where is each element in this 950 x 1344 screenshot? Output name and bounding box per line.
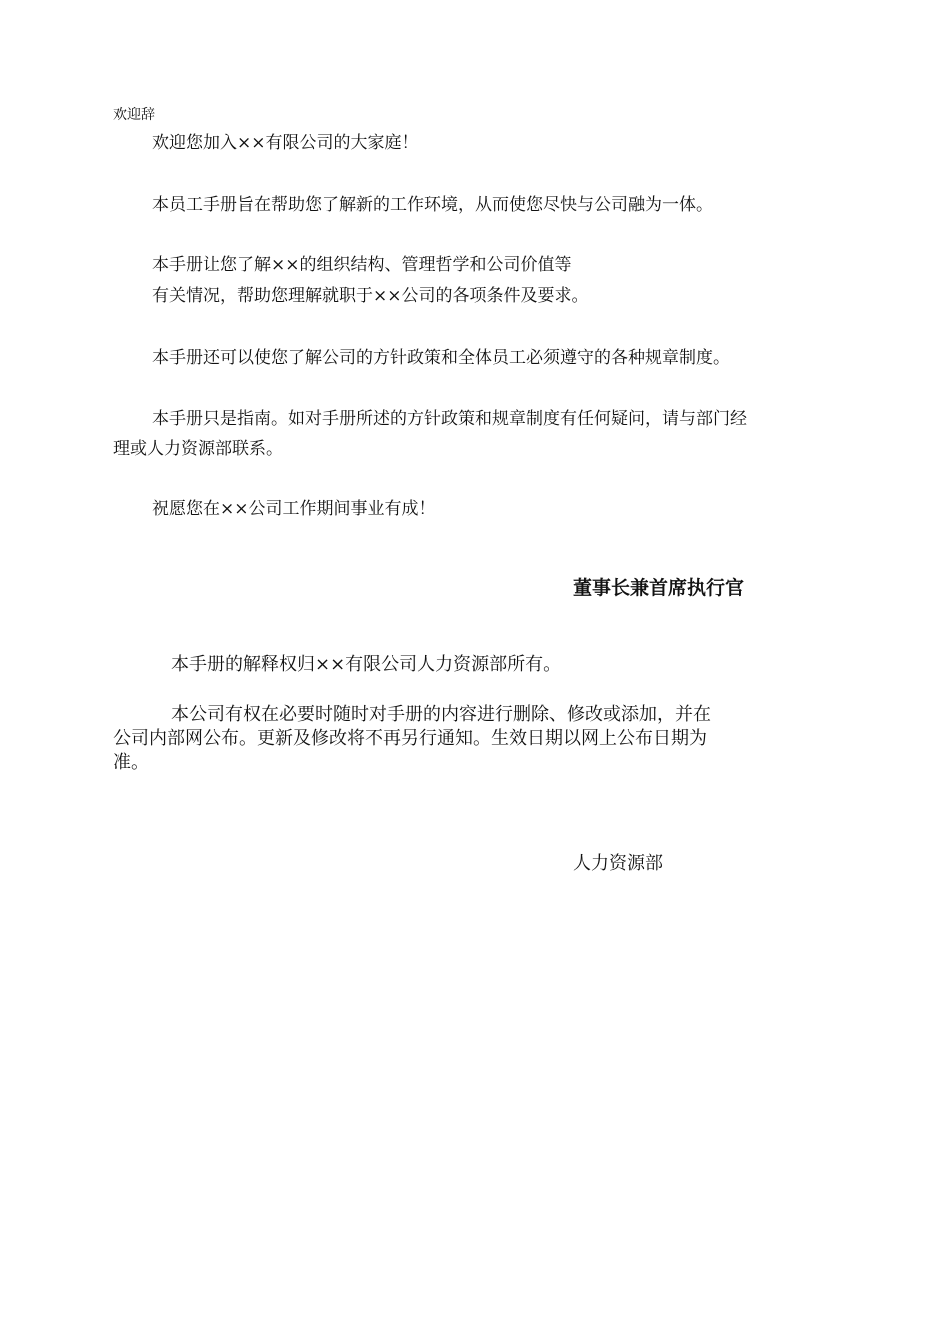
welcome-paragraph-5-line-1: 本手册只是指南。如对手册所述的方针政策和规章制度有任何疑问，请与部门经 <box>152 409 747 429</box>
document-heading: 欢迎辞 <box>113 107 155 123</box>
notice-paragraph-2-line-3: 准。 <box>113 752 149 773</box>
notice-paragraph-1: 本手册的解释权归××有限公司人力资源部所有。 <box>171 654 562 675</box>
welcome-paragraph-3-line-1: 本手册让您了解××的组织结构、管理哲学和公司价值等 <box>152 255 572 275</box>
welcome-paragraph-4: 本手册还可以使您了解公司的方针政策和全体员工必须遵守的各种规章制度。 <box>152 348 730 368</box>
ceo-signature: 董事长兼首席执行官 <box>573 577 745 599</box>
welcome-paragraph-3-line-2: 有关情况，帮助您理解就职于××公司的各项条件及要求。 <box>152 286 589 306</box>
notice-paragraph-2-line-1: 本公司有权在必要时随时对手册的内容进行删除、修改或添加，并在 <box>171 704 711 725</box>
welcome-paragraph-2: 本员工手册旨在帮助您了解新的工作环境，从而使您尽快与公司融为一体。 <box>152 195 713 215</box>
welcome-paragraph-1: 欢迎您加入××有限公司的大家庭！ <box>152 133 419 153</box>
notice-paragraph-2-line-2: 公司内部网公布。更新及修改将不再另行通知。生效日期以网上公布日期为 <box>113 728 707 749</box>
welcome-paragraph-6: 祝愿您在××公司工作期间事业有成！ <box>152 499 436 519</box>
welcome-paragraph-5-line-2: 理或人力资源部联系。 <box>113 439 283 459</box>
hr-signature: 人力资源部 <box>573 853 663 874</box>
